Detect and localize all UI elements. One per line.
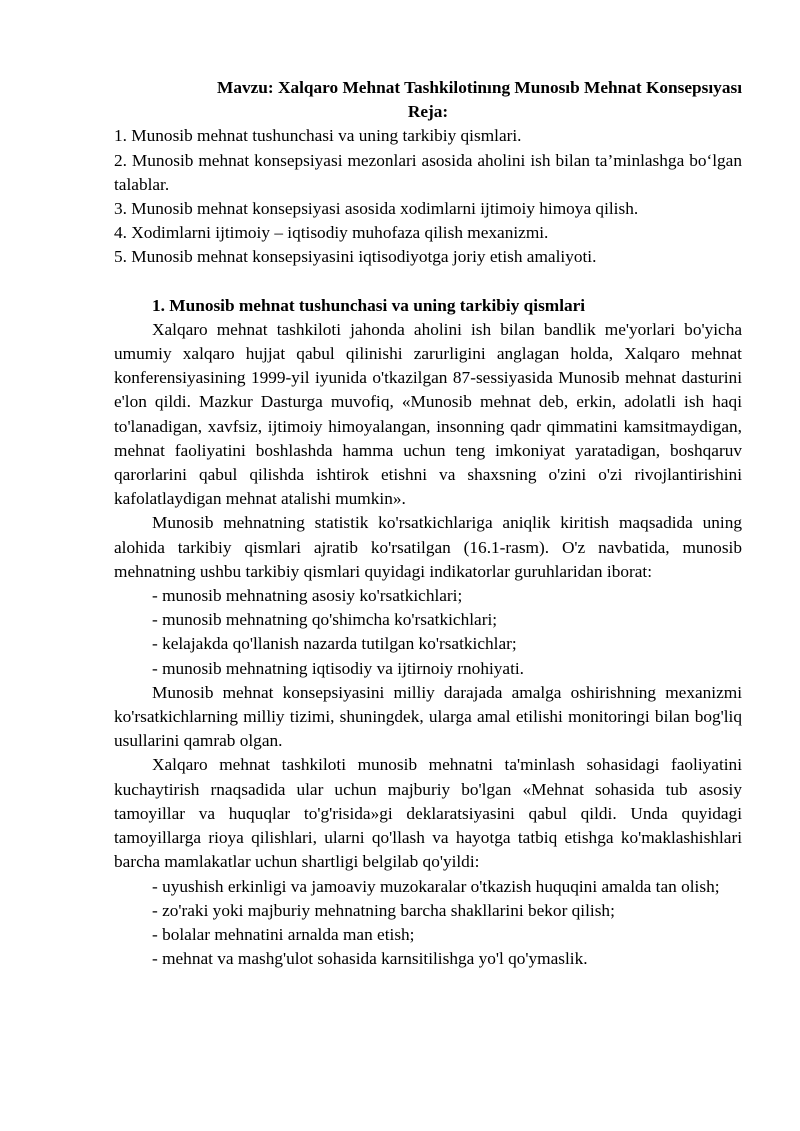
paragraph: Munosib mehnatning statistik ko'rsatkichlariga aniqlik kiritish maqsadida uning alohida tarkibiy qismlari ajratib ko'rsatilgan (16.1-rasm). O'z navbatida, munosib mehnatning ushbu tarkibiy qismlari quyidagi indikatorlar guruhlaridan iborat:: [114, 513, 742, 581]
document-title: Mavzu: Xalqaro Mehnat Tashkilotinıng Munosıb Mehnat Konsepsıyası: [217, 78, 742, 97]
plan-heading: Reja:: [407, 102, 449, 122]
list-item: - munosib mehnatning qo'shimcha ko'rsatkichlari;: [152, 610, 498, 630]
paragraph: Xalqaro mehnat tashkiloti munosib mehnatni ta'minlash sohasidagi faoliyatini kuchaytirish rnaqsadida ular uchun majburiy bo'lgan «Mehnat sohasida tub asosiy tamoyillar va huquqlar to'g'risida»gi deklaratsiyasini qabul qildi. Unda quyidagi tamoyillarga rioya qilishlari, ularni qo'llash va hayotga tatbiq etishga ko'maklashishlari barcha mamlakatlar uchun shartligi belgilab qo'yildi:: [114, 755, 742, 872]
section-heading: 1. Munosib mehnat tushunchasi va uning tarkibiy qismlari: [152, 295, 586, 315]
list-item: - zo'raki yoki majburiy mehnatning barcha shakllarini bekor qilish;: [152, 900, 615, 920]
list-item: - munosib mehnatning iqtisodiy va ijtirnoiy rnohiyati.: [152, 658, 524, 678]
plan-item: 4. Xodimlarni ijtimoiy – iqtisodiy muhofaza qilish mexanizmi.: [114, 223, 549, 243]
plan-item: 2. Munosib mehnat konsepsiyasi mezonlari asosida aholini ish bilan ta’minlashga bo‘lgan talablar.: [114, 150, 742, 194]
indicator-list: [114, 584, 742, 681]
plan-item: 1. Munosib mehnat tushunchasi va uning tarkibiy qismlari.: [114, 126, 522, 146]
list-item: - kelajakda qo'llanish nazarda tutilgan ko'rsatkichlar;: [152, 634, 517, 654]
plan-item: 5. Munosib mehnat konsepsiyasini iqtisodiyotga joriy etish amaliyoti.: [114, 247, 597, 267]
list-item: - bolalar mehnatini arnalda man etish;: [152, 924, 415, 944]
paragraph: Munosib mehnat konsepsiyasini milliy darajada amalga oshirishning mexanizmi ko'rsatkichlarning milliy tizimi, shuningdek, ularga amal etilishi monitoringi bilan bog'liq usullarini qamrab olgan.: [114, 682, 742, 751]
list-item: - munosib mehnatning asosiy ko'rsatkichlari;: [152, 586, 463, 606]
plan-item: 3. Munosib mehnat konsepsiyasi asosida xodimlarni ijtimoiy himoya qilish.: [114, 199, 639, 219]
principle-list: [114, 875, 742, 972]
document-page: [114, 76, 742, 971]
paragraph: Xalqaro mehnat tashkiloti jahonda aholini ish bilan bandlik me'yorlari bo'yicha umumiy xalqaro hujjat qabul qilinishi zarurligini anglagan holda, Xalqaro mehnat konferensiyasining 1999-yil iyunida o'tkazilgan 87-sessiyasida Munosib mehnat dasturini e'lon qildi. Mazkur Dasturga muvofiq, «Munosib mehnat deb, erkin, adolatli ish haqi to'lanadigan, xavfsiz, ijtimoiy himoyalangan, insonning qadr qimmatini kamsitmaydigan, mehnat faoliyatini boshlashda hamma uchun teng imkoniyat yaratadigan, boshqaruv qarorlarini qabul qilishda ishtirok etishni va shaxsning o'zini o'zi rivojlantirishini kafolatlaydigan mehnat atalishi mumkin».: [114, 319, 742, 509]
list-item: - uyushish erkinligi va jamoaviy muzokaralar o'tkazish huquqini amalda tan olish;: [152, 876, 720, 896]
plan-list: [114, 124, 742, 269]
list-item: - mehnat va mashg'ulot sohasida karnsitilishga yo'l qo'ymaslik.: [152, 949, 588, 969]
